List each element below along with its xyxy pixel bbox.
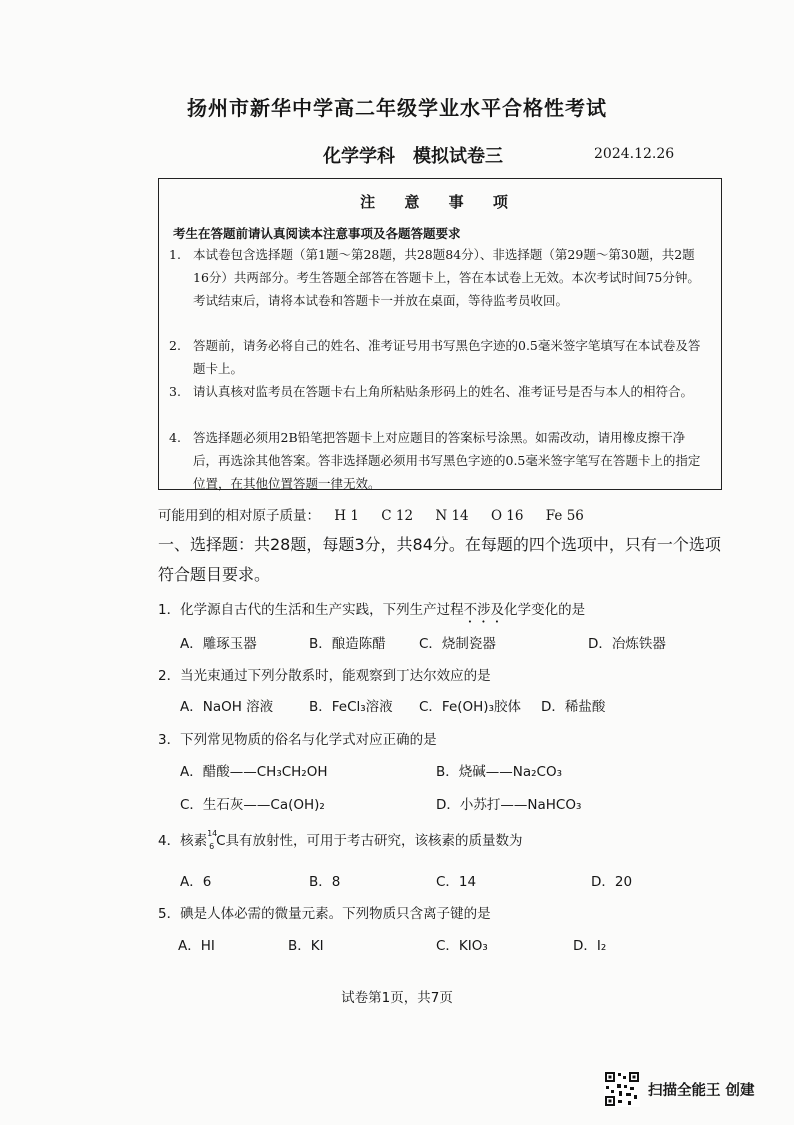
atomic-masses xyxy=(158,504,584,524)
paper-name: 模拟试卷三 xyxy=(413,146,503,167)
option-a: A．醋酸——CH₃CH₂OH xyxy=(180,764,328,780)
section-title: 一、选择题：共28题，每题3分，共84分。在每题的四个选项中，只有一个选项符合题目要求。 xyxy=(158,535,721,584)
question-stem: 5．碘是人体必需的微量元素。下列物质只含离子键的是 xyxy=(158,906,491,922)
notice-heading: 注 意 事 项 xyxy=(360,193,520,211)
option-d: D．冶炼铁器 xyxy=(588,636,666,652)
exam-subtitle xyxy=(323,142,503,168)
qr-code-icon xyxy=(604,1071,640,1107)
option-a: A．6 xyxy=(180,874,212,890)
option-a: A．NaOH 溶液 xyxy=(180,699,274,715)
question-stem xyxy=(158,598,585,626)
option-a: A．雕琢玉器 xyxy=(180,636,257,652)
option-c: C．14 xyxy=(436,874,477,890)
notice-item-text: 答选择题必须用2B铅笔把答题卡上对应题目的答案标号涂黑。如需改动，请用橡皮擦干净后，再选涂其他答案。答非选择题必须用书写黑色字迹的0.5毫米签字笔写在答题卡上的指定位置，在其他位置答题一律无效。 xyxy=(193,430,701,491)
notice-item-number: 1. xyxy=(169,247,181,262)
notice-item-number: 3. xyxy=(169,384,181,399)
atomic-masses-label: 可能用到的相对原子质量： xyxy=(158,508,320,524)
option-a: A．HI xyxy=(178,938,215,954)
notice-item-number: 4. xyxy=(169,430,181,445)
notice-item-text: 请认真核对监考员在答题卡右上角所粘贴条形码上的姓名、准考证号是否与本人的相符合。 xyxy=(193,384,694,399)
option-b: B．8 xyxy=(309,874,341,890)
atomic-mass-value: Fe 56 xyxy=(545,508,584,524)
option-d: D．20 xyxy=(591,874,633,890)
question-stem-text: 1．化学源自古代的生活和生产实践，下列生产过程 xyxy=(158,602,464,618)
nuclide-notation xyxy=(207,829,218,851)
notice-item xyxy=(169,380,709,403)
notice-item xyxy=(169,426,709,495)
option-b: B．KI xyxy=(288,938,324,954)
option-c: C．烧制瓷器 xyxy=(419,636,496,652)
option-d: D．小苏打——NaHCO₃ xyxy=(436,797,582,813)
page-footer: 试卷第1页，共7页 xyxy=(341,990,453,1006)
exam-date: 2024.12.26 xyxy=(594,146,675,162)
atomic-mass-value: H 1 xyxy=(334,508,359,524)
scanner-watermark: 扫描全能王 创建 xyxy=(648,1083,755,1099)
mass-number: 14 xyxy=(207,829,218,838)
notice-item xyxy=(169,334,709,380)
notice-box xyxy=(158,178,722,490)
atomic-mass-value: C 12 xyxy=(381,508,414,524)
notice-item-text: 本试卷包含选择题（第1题～第28题，共28题84分）、非选择题（第29题～第30题，共2题16分）共两部分。考生答题全部答在答题卡上，答在本试卷上无效。本次考试时间75分钟。考试结束后，请将本试卷和答题卡一并放在桌面，等待监考员收回。 xyxy=(193,247,700,308)
option-c: C．KIO₃ xyxy=(436,938,488,954)
notice-item-text: 答题前，请务必将自己的姓名、准考证号用书写黑色字迹的0.5毫米签字笔填写在本试卷及答题卡上。 xyxy=(193,338,701,376)
question-stem: 3．下列常见物质的俗名与化学式对应正确的是 xyxy=(158,732,437,748)
notice-item xyxy=(169,243,709,312)
option-b: B．烧碱——Na₂CO₃ xyxy=(436,764,563,780)
option-d: D．I₂ xyxy=(573,938,607,954)
element-symbol: C xyxy=(216,833,226,849)
question-stem: 2．当光束通过下列分散系时，能观察到丁达尔效应的是 xyxy=(158,668,491,684)
option-c: C．生石灰——Ca(OH)₂ xyxy=(180,797,325,813)
option-b: B．FeCl₃溶液 xyxy=(309,699,393,715)
question-stem-text: 4．核素 xyxy=(158,833,208,849)
subject-name: 化学学科 xyxy=(323,146,395,167)
atomic-mass-value: N 14 xyxy=(435,508,469,524)
atomic-mass-value: O 16 xyxy=(490,508,524,524)
emphasized-text: 不涉及 xyxy=(463,602,505,618)
atomic-number: 6 xyxy=(209,842,215,851)
question-stem-text: 化学变化的是 xyxy=(504,602,586,618)
exam-title: 扬州市新华中学高二年级学业水平合格性考试 xyxy=(187,96,607,120)
question-stem-text: 具有放射性，可用于考古研究，该核素的质量数为 xyxy=(225,833,523,849)
option-b: B．酿造陈醋 xyxy=(309,636,386,652)
option-c: C．Fe(OH)₃胶体 xyxy=(419,699,521,715)
notice-item-number: 2. xyxy=(169,338,181,353)
question-stem xyxy=(158,829,523,849)
notice-intro: 考生在答题前请认真阅读本注意事项及各题答题要求 xyxy=(173,226,461,241)
option-d: D．稀盐酸 xyxy=(541,699,606,715)
